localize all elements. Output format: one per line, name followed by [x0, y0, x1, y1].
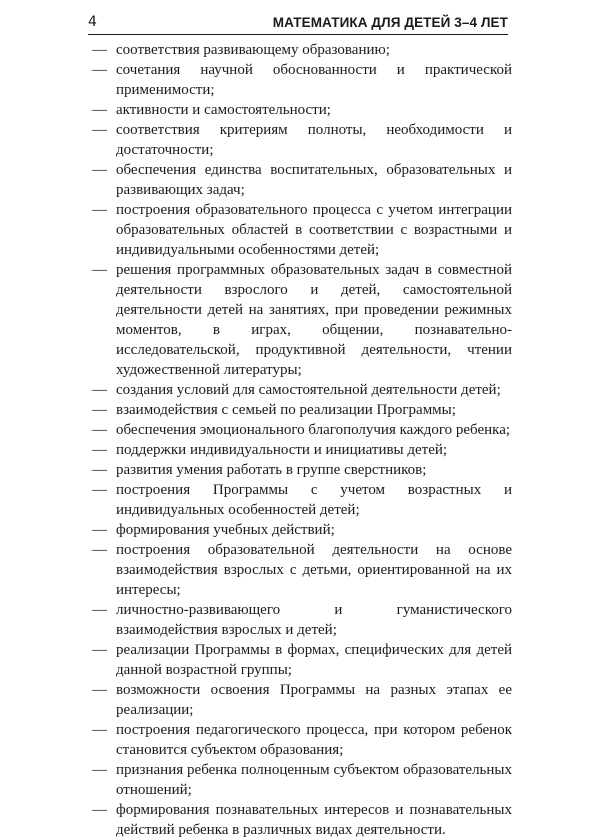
principles-list: [92, 40, 512, 840]
list-item: [92, 380, 512, 400]
dash-marker: —: [92, 542, 107, 558]
list-item: [92, 640, 512, 680]
running-title: МАТЕМАТИКА ДЛЯ ДЕТЕЙ 3–4 ЛЕТ: [272, 15, 508, 30]
list-item: [92, 800, 512, 840]
list-item: [92, 760, 512, 800]
list-item: [92, 120, 512, 160]
dash-marker: —: [92, 422, 107, 438]
dash-marker: —: [92, 482, 107, 498]
list-item: [92, 260, 512, 380]
list-item-text: развития умения работать в группе сверстников;: [116, 462, 427, 478]
list-item: [92, 520, 512, 540]
list-item: [92, 440, 512, 460]
list-item-text: построения образовательной деятельности на основе взаимодействия взрослых с детьми, ориентированной на их интересы;: [116, 542, 512, 598]
dash-marker: —: [92, 102, 107, 118]
list-item: [92, 600, 512, 640]
list-item: [92, 40, 512, 60]
list-item-text: реализации Программы в формах, специфических для детей данной возрастной группы;: [116, 642, 512, 678]
dash-marker: —: [92, 42, 107, 58]
dash-marker: —: [92, 602, 107, 618]
dash-marker: —: [92, 522, 107, 538]
list-item-text: признания ребенка полноценным субъектом образовательных отношений;: [116, 762, 512, 798]
list-item-text: построения образовательного процесса с учетом интеграции образовательных областей в соответствии с возрастными и индивидуальными особенностями детей;: [116, 202, 512, 258]
list-item: [92, 420, 512, 440]
dash-marker: —: [92, 462, 107, 478]
list-item-text: формирования учебных действий;: [116, 522, 335, 538]
list-item-text: личностно-развивающего и гуманистического взаимодействия взрослых и детей;: [116, 602, 512, 638]
dash-marker: —: [92, 802, 107, 818]
dash-marker: —: [92, 442, 107, 458]
list-item: [92, 480, 512, 520]
list-item: [92, 460, 512, 480]
list-item: [92, 720, 512, 760]
page-number: 4: [88, 14, 97, 30]
list-item-text: сочетания научной обоснованности и практической применимости;: [116, 62, 512, 98]
dash-marker: —: [92, 62, 107, 78]
list-item: [92, 680, 512, 720]
list-item-text: возможности освоения Программы на разных этапах ее реализации;: [116, 682, 512, 718]
list-item: [92, 400, 512, 420]
list-item-text: соответствия развивающему образованию;: [116, 42, 390, 58]
dash-marker: —: [92, 262, 107, 278]
dash-marker: —: [92, 122, 107, 138]
page-header: [88, 12, 508, 35]
dash-marker: —: [92, 642, 107, 658]
list-item: [92, 100, 512, 120]
dash-marker: —: [92, 202, 107, 218]
list-item-text: создания условий для самостоятельной деятельности детей;: [116, 382, 501, 398]
list-item-text: обеспечения эмоционального благополучия каждого ребенка;: [116, 422, 511, 438]
list-item-text: построения Программы с учетом возрастных и индивидуальных особенностей детей;: [116, 482, 512, 518]
list-item: [92, 540, 512, 600]
list-item-text: поддержки индивидуальности и инициативы детей;: [116, 442, 448, 458]
dash-marker: —: [92, 762, 107, 778]
list-item: [92, 160, 512, 200]
list-item-text: обеспечения единства воспитательных, образовательных и развивающих задач;: [116, 162, 512, 198]
dash-marker: —: [92, 722, 107, 738]
list-item: [92, 200, 512, 260]
list-item-text: решения программных образовательных задач в совместной деятельности взрослого и детей, самостоятельной деятельности детей на занятиях, при проведении режимных моментов, в играх, общении, познавательно-исследовательской, продуктивной деятельности, чтении художественной литературы;: [116, 262, 512, 378]
list-item: [92, 60, 512, 100]
list-item-text: взаимодействия с семьей по реализации Программы;: [116, 402, 456, 418]
dash-marker: —: [92, 682, 107, 698]
list-item-text: формирования познавательных интересов и познавательных действий ребенка в различных видах деятельности.: [116, 802, 512, 838]
list-item-text: соответствия критериям полноты, необходимости и достаточности;: [116, 122, 512, 158]
dash-marker: —: [92, 402, 107, 418]
dash-marker: —: [92, 382, 107, 398]
dash-marker: —: [92, 162, 107, 178]
list-item-text: активности и самостоятельности;: [116, 102, 331, 118]
list-item-text: построения педагогического процесса, при котором ребенок становится субъектом образования;: [116, 722, 512, 758]
